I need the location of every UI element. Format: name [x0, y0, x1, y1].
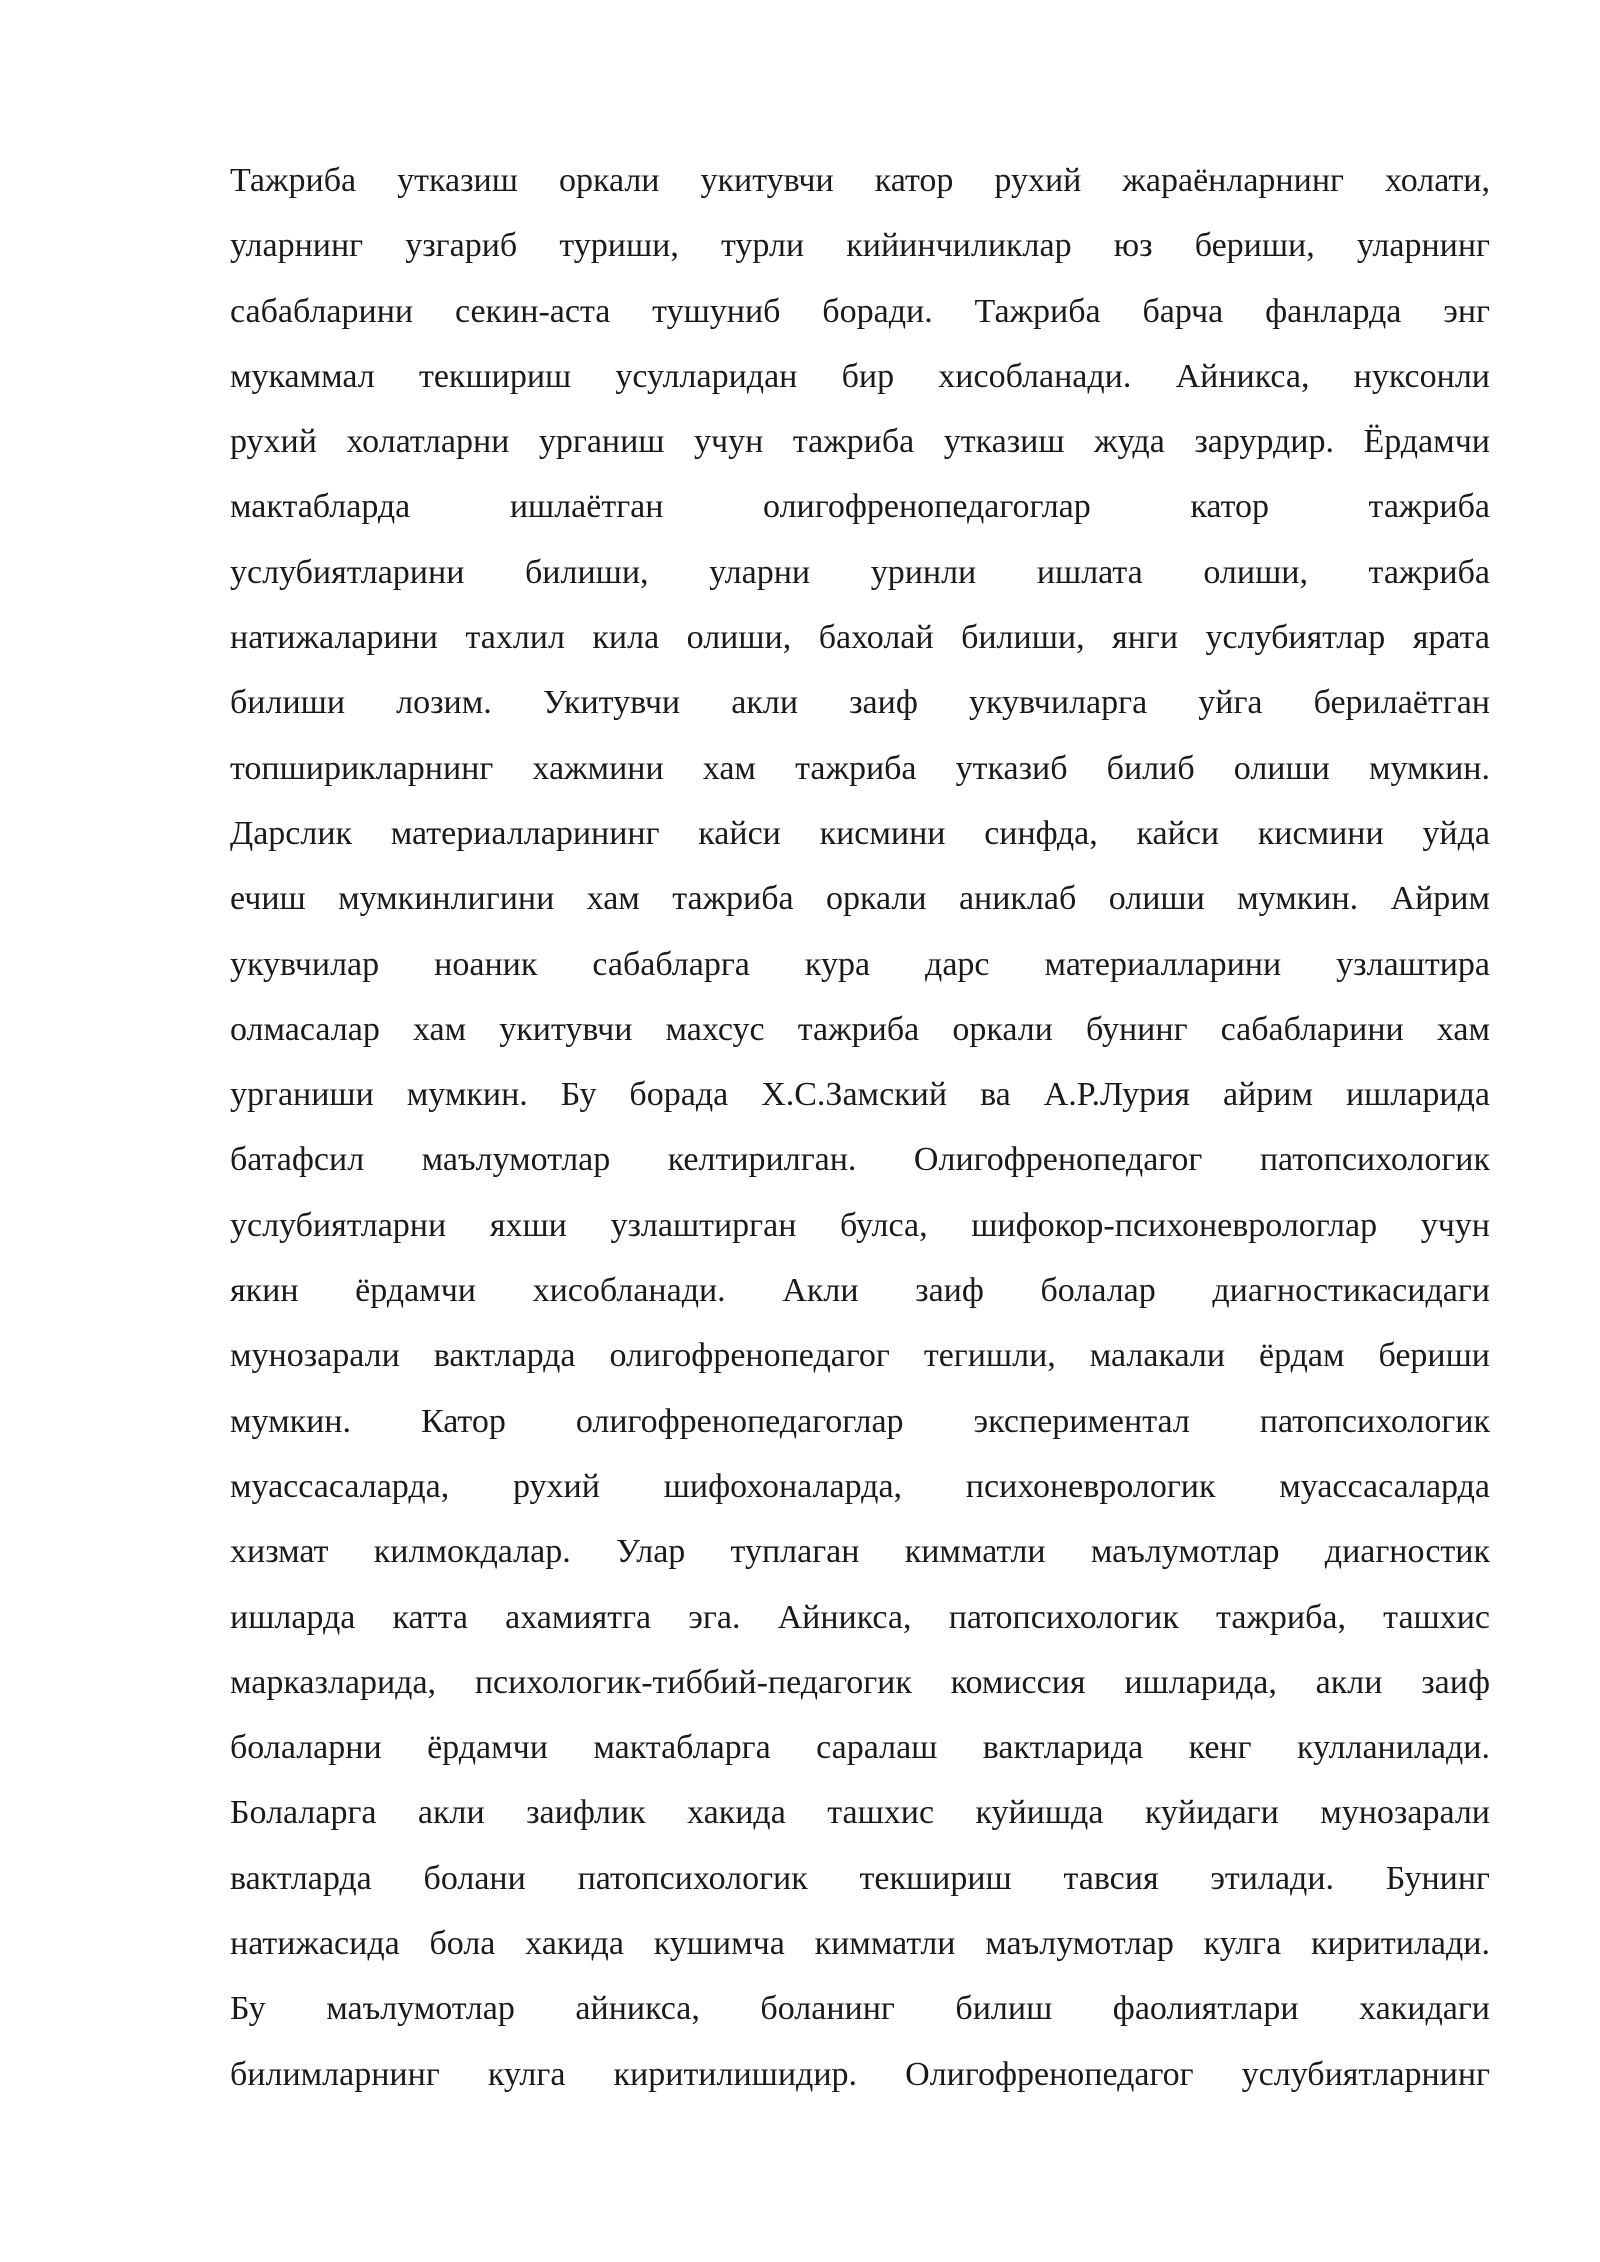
text-line: урганиши мумкин. Бу борада Х.С.Замский ва А.Р.Лурия айрим ишларида: [230, 1076, 1490, 1114]
text-line: Дарслик материалларининг кайси кисмини синфда, кайси кисмини уйда: [230, 814, 1490, 852]
text-line: мукаммал текшириш усулларидан бир хисобланади. Айникса, нуксонли: [230, 357, 1490, 395]
text-line: услубиятларни яхши узлаштирган булса, шифокор-психоневрологлар учун: [230, 1206, 1490, 1244]
text-line: Тажриба утказиш оркали укитувчи катор рухий жараёнларнинг холати,: [230, 162, 1490, 199]
text-line: рухий холатларни урганиш учун тажриба утказиш жуда зарурдир. Ёрдамчи: [230, 423, 1490, 461]
text-line: Бу маълумотлар айникса, боланинг билиш фаолиятлари хакидаги: [230, 1990, 1490, 2028]
text-line: ишларда катта ахамиятга эга. Айникса, патопсихологик тажриба, ташхис: [230, 1598, 1490, 1636]
text-line: марказларида, психологик-тиббий-педагогик комиссия ишларида, акли заиф: [230, 1663, 1490, 1701]
text-line: сабабларини секин-аста тушуниб боради. Тажриба барча фанларда энг: [230, 292, 1490, 330]
text-line: билиши лозим. Укитувчи акли заиф укувчиларга уйга берилаётган: [230, 684, 1490, 722]
text-line: муассасаларда, рухий шифохоналарда, психоневрологик муассасаларда: [230, 1467, 1490, 1505]
text-line: олмасалар хам укитувчи махсус тажриба оркали бунинг сабабларини хам: [230, 1010, 1490, 1048]
text-line: хизмат килмокдалар. Улар туплаган кимматли маълумотлар диагностик: [230, 1533, 1490, 1571]
text-line: мунозарали вактларда олигофренопедагог тегишли, малакали ёрдам бериши: [230, 1337, 1490, 1375]
text-line: якин ёрдамчи хисобланади. Акли заиф болалар диагностикасидаги: [230, 1272, 1490, 1310]
text-line: мумкин. Катор олигофренопедагоглар экспериментал патопсихологик: [230, 1402, 1490, 1440]
text-line: Болаларга акли заифлик хакида ташхис куйишда куйидаги мунозарали: [230, 1794, 1490, 1832]
text-line: билимларнинг кулга киритилишидир. Олигофренопедагог услубиятларнинг: [230, 2055, 1490, 2093]
text-line: укувчилар ноаник сабабларга кура дарс материалларини узлаштира: [230, 945, 1490, 983]
body-paragraph: [230, 148, 1490, 2107]
text-line: натижасида бола хакида кушимча кимматли маълумотлар кулга киритилади.: [230, 1925, 1490, 1963]
text-line: ечиш мумкинлигини хам тажриба оркали аниклаб олиши мумкин. Айрим: [230, 880, 1490, 918]
text-line: батафсил маълумотлар келтирилган. Олигофренопедагог патопсихологик: [230, 1141, 1490, 1179]
text-line: мактабларда ишлаётган олигофренопедагоглар катор тажриба: [230, 488, 1490, 526]
text-line: топширикларнинг хажмини хам тажриба утказиб билиб олиши мумкин.: [230, 749, 1490, 787]
text-line: вактларда болани патопсихологик текшириш тавсия этилади. Бунинг: [230, 1859, 1490, 1897]
text-line: болаларни ёрдамчи мактабларга саралаш вактларида кенг кулланилади.: [230, 1729, 1490, 1767]
text-line: натижаларини тахлил кила олиши, бахолай билиши, янги услубиятлар ярата: [230, 619, 1490, 657]
text-line: услубиятларини билиши, уларни уринли ишлата олиши, тажриба: [230, 553, 1490, 591]
text-line: уларнинг узгариб туриши, турли кийинчиликлар юз бериши, уларнинг: [230, 227, 1490, 265]
